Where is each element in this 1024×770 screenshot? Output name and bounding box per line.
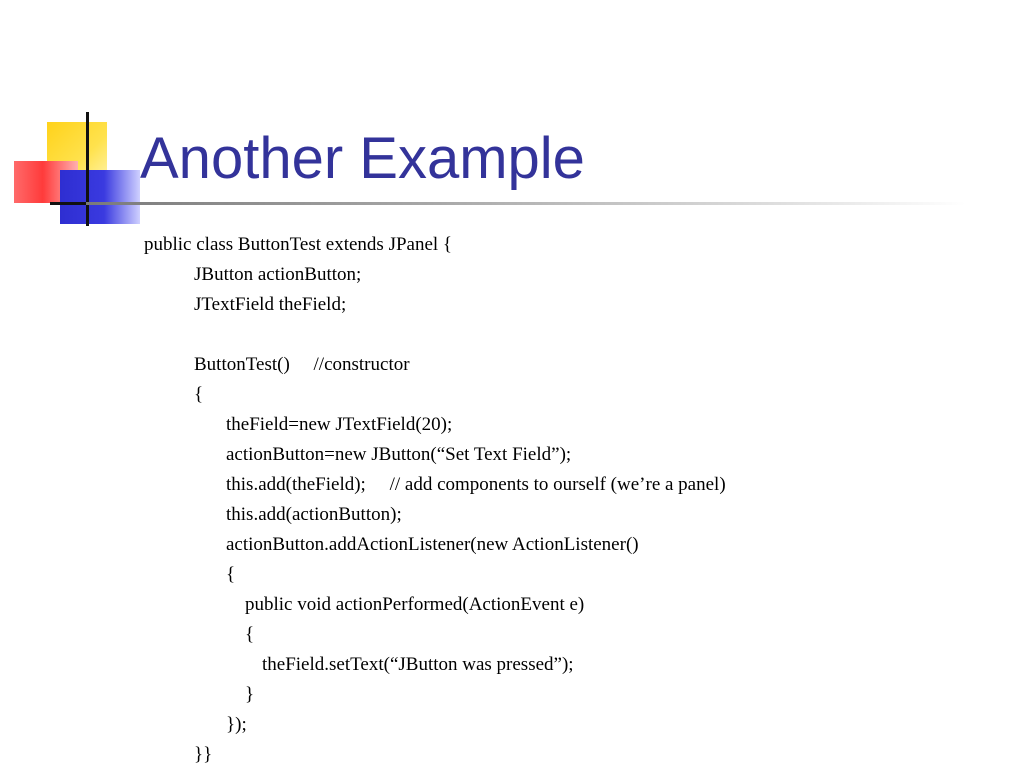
code-line: JButton actionButton; — [194, 264, 362, 285]
code-line: public void actionPerformed(ActionEvent e) — [245, 594, 585, 615]
code-line: this.add(actionButton); — [226, 504, 402, 525]
code-line: ButtonTest() //constructor — [194, 354, 410, 375]
code-line: this.add(theField); // add components to ourself (we’re a panel) — [226, 474, 726, 495]
slide-title: Another Example — [140, 126, 585, 191]
logo-blue-square — [60, 170, 140, 224]
code-block — [144, 230, 726, 770]
code-line: { — [245, 624, 255, 645]
title-underline — [86, 202, 966, 205]
code-line-blank — [144, 320, 726, 350]
code-line: }); — [226, 714, 247, 735]
code-line: theField=new JTextField(20); — [226, 414, 453, 435]
code-line: public class ButtonTest extends JPanel { — [144, 234, 453, 255]
code-line: } — [245, 684, 255, 705]
code-line: theField.setText(“JButton was pressed”); — [262, 654, 574, 675]
code-line: { — [226, 564, 236, 585]
code-line: { — [194, 384, 204, 405]
code-line: }} — [194, 744, 213, 765]
code-line: JTextField theField; — [194, 294, 347, 315]
code-line: actionButton.addActionListener(new ActionListener() — [226, 534, 639, 555]
logo-vertical-line — [86, 112, 89, 226]
code-line: actionButton=new JButton(“Set Text Field”); — [226, 444, 572, 465]
